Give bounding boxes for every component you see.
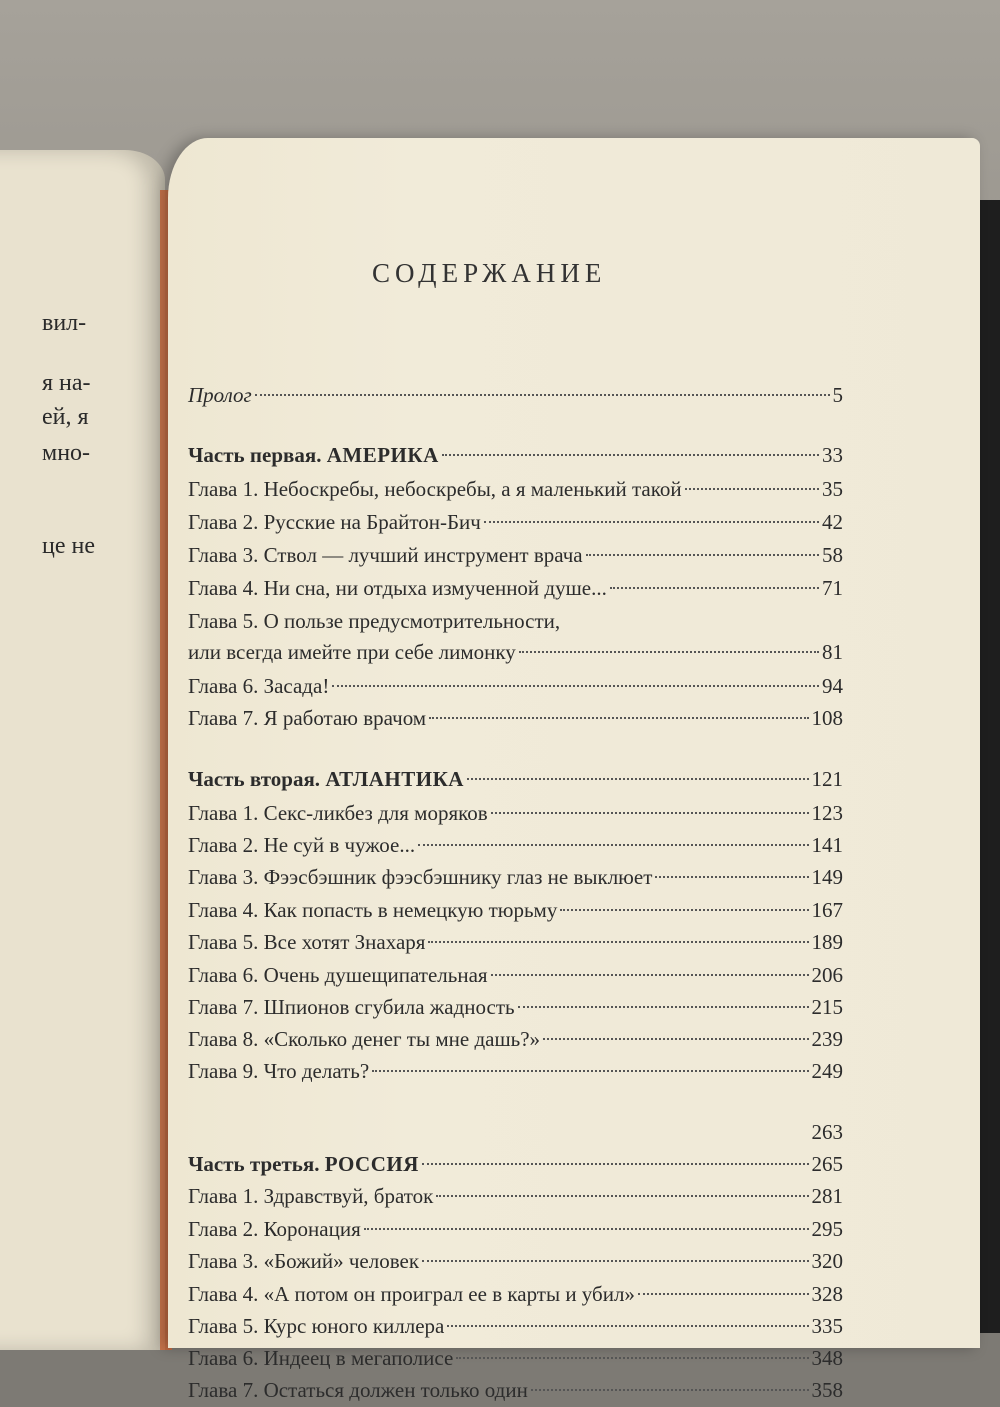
- toc-entry-text: Глава 2. Коронация: [188, 1217, 361, 1241]
- toc-leader-dots: [610, 587, 819, 589]
- toc-entry-title: [188, 438, 439, 472]
- toc-leader-dots: [519, 651, 819, 653]
- toc-entry-text: Глава 7. Остаться должен только один: [188, 1378, 528, 1402]
- toc-entry-text: Глава 8. «Сколько денег ты мне дашь?»: [188, 1027, 541, 1051]
- toc-chapter-row: [188, 472, 843, 506]
- toc-page-number: 320: [811, 1249, 843, 1273]
- toc-entry-text: Глава 1. Небоскребы, небоскребы, а я маленький такой: [188, 477, 682, 501]
- toc-entry-title: [188, 472, 682, 506]
- toc-part-name: АТЛАНТИКА: [325, 767, 464, 791]
- toc-page-number: 189: [811, 930, 843, 954]
- toc-entry-title: [188, 828, 415, 862]
- toc-page-number: 335: [811, 1314, 843, 1338]
- toc-leader-dots: [436, 1195, 808, 1197]
- toc-part-name: РОССИЯ: [324, 1152, 419, 1176]
- toc-page-number: 123: [811, 801, 843, 825]
- toc-chapter-row: [188, 505, 843, 539]
- toc-leader-dots: [491, 812, 809, 814]
- toc-chapter-row: [188, 1054, 843, 1088]
- toc-chapter-row: [188, 1309, 843, 1343]
- left-page-line: ей, я: [42, 404, 89, 430]
- toc-entry-text: Глава 6. Очень душещипательная: [188, 963, 488, 987]
- toc-chapter-row: [188, 1373, 843, 1407]
- toc-entry-text: Пролог: [188, 383, 252, 407]
- toc-leader-dots: [442, 454, 819, 456]
- toc-chapter-row: [188, 1341, 843, 1375]
- toc-leader-dots: [467, 778, 809, 780]
- toc-entry-text: или всегда имейте при себе лимонку: [188, 640, 516, 664]
- toc-leader-dots: [372, 1070, 808, 1072]
- toc-chapter-row: [188, 1115, 843, 1149]
- toc-part-row: [188, 438, 843, 472]
- toc-part-row: [188, 1147, 843, 1181]
- toc-chapter-row: [188, 538, 843, 572]
- toc-chapter-row: [188, 1244, 843, 1278]
- toc-entry-text: Глава 5. Все хотят Знахаря: [188, 930, 426, 954]
- toc-page-number: 265: [811, 1152, 843, 1176]
- toc-chapter-row: [188, 990, 843, 1024]
- toc-chapter-row: [188, 1179, 843, 1213]
- toc-entry-title: [188, 1244, 419, 1278]
- toc-page-number: 58: [822, 543, 843, 567]
- toc-chapter-row: [188, 893, 843, 927]
- toc-chapter-row: [188, 604, 843, 638]
- toc-part-row: [188, 762, 843, 796]
- toc-chapter-row: [188, 925, 843, 959]
- toc-page-number: 167: [811, 898, 843, 922]
- toc-entry-text: Глава 3. Ствол — лучший инструмент врача: [188, 543, 583, 567]
- toc-entry-title: [188, 1309, 444, 1343]
- toc-entry-text: Глава 5. О пользе предусмотрительности,: [188, 609, 561, 633]
- toc-leader-dots: [491, 974, 809, 976]
- toc-chapter-row: [188, 860, 843, 894]
- toc-entry-text: Глава 5. Курс юного киллера: [188, 1314, 445, 1338]
- toc-title: СОДЕРЖАНИЕ: [372, 258, 607, 288]
- toc-leader-dots: [531, 1389, 809, 1391]
- left-page-line: я на-: [42, 370, 91, 396]
- toc-leader-dots: [255, 394, 830, 396]
- toc-entry-title: [188, 378, 252, 412]
- toc-entry-title: [188, 571, 607, 605]
- toc-page-number: 215: [811, 995, 843, 1019]
- toc-chapter-row: [188, 1277, 843, 1311]
- toc-page-number: 348: [811, 1346, 843, 1370]
- toc-chapter-row: [188, 1212, 843, 1246]
- toc-prologue-row: [188, 378, 843, 412]
- toc-entry-title: [188, 1179, 433, 1213]
- toc-entry-text: Глава 3. Фээсбэшник фээсбэшнику глаз не выклюет: [188, 865, 653, 889]
- toc-page-number: 42: [822, 510, 843, 534]
- toc-leader-dots: [456, 1357, 808, 1359]
- toc-entry-text: Глава 1. Здравствуй, браток: [188, 1184, 434, 1208]
- toc-entry-text: Глава 6. Индеец в мегаполисе: [188, 1346, 454, 1370]
- toc-entry-title: [188, 796, 488, 830]
- left-page-line: це не: [42, 533, 95, 559]
- left-page-line: вил-: [42, 310, 87, 336]
- toc-page-number: 81: [822, 640, 843, 664]
- toc-entry-text: Часть третья.: [188, 1152, 325, 1176]
- toc-leader-dots: [518, 1006, 809, 1008]
- toc-page-number: 295: [811, 1217, 843, 1241]
- toc-entry-title: [188, 990, 515, 1024]
- toc-page-number: 239: [811, 1027, 843, 1051]
- toc-leader-dots: [543, 1038, 808, 1040]
- toc-chapter-row: [188, 1022, 843, 1056]
- toc-leader-dots: [586, 554, 819, 556]
- toc-page-number: 358: [811, 1378, 843, 1402]
- toc-leader-dots: [332, 685, 819, 687]
- toc-entry-title: [188, 1147, 419, 1181]
- toc-page-number: 141: [811, 833, 843, 857]
- toc-entry-title: [188, 762, 464, 796]
- toc-entry-text: Глава 2. Русские на Брайтон-Бич: [188, 510, 481, 534]
- toc-page-number: 249: [811, 1059, 843, 1083]
- toc-leader-dots: [364, 1228, 809, 1230]
- toc-leader-dots: [685, 488, 819, 490]
- toc-entry-title: [188, 1341, 453, 1375]
- toc-page-number: 121: [811, 767, 843, 791]
- toc-page-number: 94: [822, 674, 843, 698]
- toc-entry-title: [188, 669, 329, 703]
- toc-entry-text: Глава 1. Секс-ликбез для моряков: [188, 801, 488, 825]
- toc-entry-title: [188, 1277, 635, 1311]
- toc-entry-title: [188, 538, 583, 572]
- toc-chapter-row: [188, 571, 843, 605]
- left-page-line: мно-: [42, 440, 91, 466]
- toc-entry-text: Глава 6. Засада!: [188, 674, 330, 698]
- toc-page-number: 328: [811, 1282, 843, 1306]
- toc-entry-title: [188, 701, 426, 735]
- toc-entry-text: Глава 2. Не суй в чужое...: [188, 833, 416, 857]
- toc-chapter-row: [188, 669, 843, 703]
- toc-leader-dots: [429, 717, 808, 719]
- toc-page-number: 206: [811, 963, 843, 987]
- toc-entry-text: Глава 3. «Божий» человек: [188, 1249, 420, 1273]
- toc-entry-title: [188, 635, 516, 669]
- toc-leader-dots: [655, 876, 808, 878]
- toc-entry-text: Глава 4. «А потом он проиграл ее в карты и убил»: [188, 1282, 635, 1306]
- toc-page-number: 263: [811, 1120, 843, 1144]
- toc-leader-dots: [428, 941, 808, 943]
- toc-chapter-row: [188, 958, 843, 992]
- toc-page-number: 108: [811, 706, 843, 730]
- toc-leader-dots: [422, 1260, 808, 1262]
- toc-entry-title: [188, 1022, 540, 1056]
- toc-entry-title: [188, 958, 488, 992]
- toc-page-number: 33: [822, 443, 843, 467]
- toc-leader-dots: [560, 909, 808, 911]
- toc-entry-title: [188, 1054, 369, 1088]
- toc-entry-text: Глава 7. Я работаю врачом: [188, 706, 427, 730]
- toc-page-number: 149: [811, 865, 843, 889]
- toc-entry-text: Глава 7. Шпионов сгубила жадность: [188, 995, 515, 1019]
- toc-leader-dots: [422, 1163, 809, 1165]
- toc-entry-title: [188, 1373, 528, 1407]
- toc-chapter-row: [188, 796, 843, 830]
- toc-page-number: 35: [822, 477, 843, 501]
- toc-part-name: АМЕРИКА: [326, 443, 439, 467]
- toc-leader-dots: [638, 1293, 809, 1295]
- toc-entry-text: Часть первая.: [188, 443, 327, 467]
- toc-entry-title: [188, 860, 652, 894]
- toc-entry-text: Глава 4. Как попасть в немецкую тюрьму: [188, 898, 558, 922]
- toc-entry-title: [188, 1212, 361, 1246]
- toc-entry-text: Глава 9. Что делать?: [188, 1059, 370, 1083]
- toc-leader-dots: [447, 1325, 808, 1327]
- toc-entry-title: [188, 925, 425, 959]
- toc-chapter-row: [188, 701, 843, 735]
- toc-entry-title: [188, 505, 481, 539]
- toc-entry-text: Часть вторая.: [188, 767, 326, 791]
- toc-chapter-row: [188, 635, 843, 669]
- toc-entry-title: [188, 604, 560, 638]
- toc-page-number: 281: [811, 1184, 843, 1208]
- toc-leader-dots: [484, 521, 819, 523]
- toc-page-number: 71: [822, 576, 843, 600]
- toc-leader-dots: [418, 844, 808, 846]
- toc-chapter-row: [188, 828, 843, 862]
- toc-page-number: 5: [832, 383, 843, 407]
- toc-entry-text: Глава 4. Ни сна, ни отдыха измученной душе...: [188, 576, 607, 600]
- toc-entry-title: [188, 893, 557, 927]
